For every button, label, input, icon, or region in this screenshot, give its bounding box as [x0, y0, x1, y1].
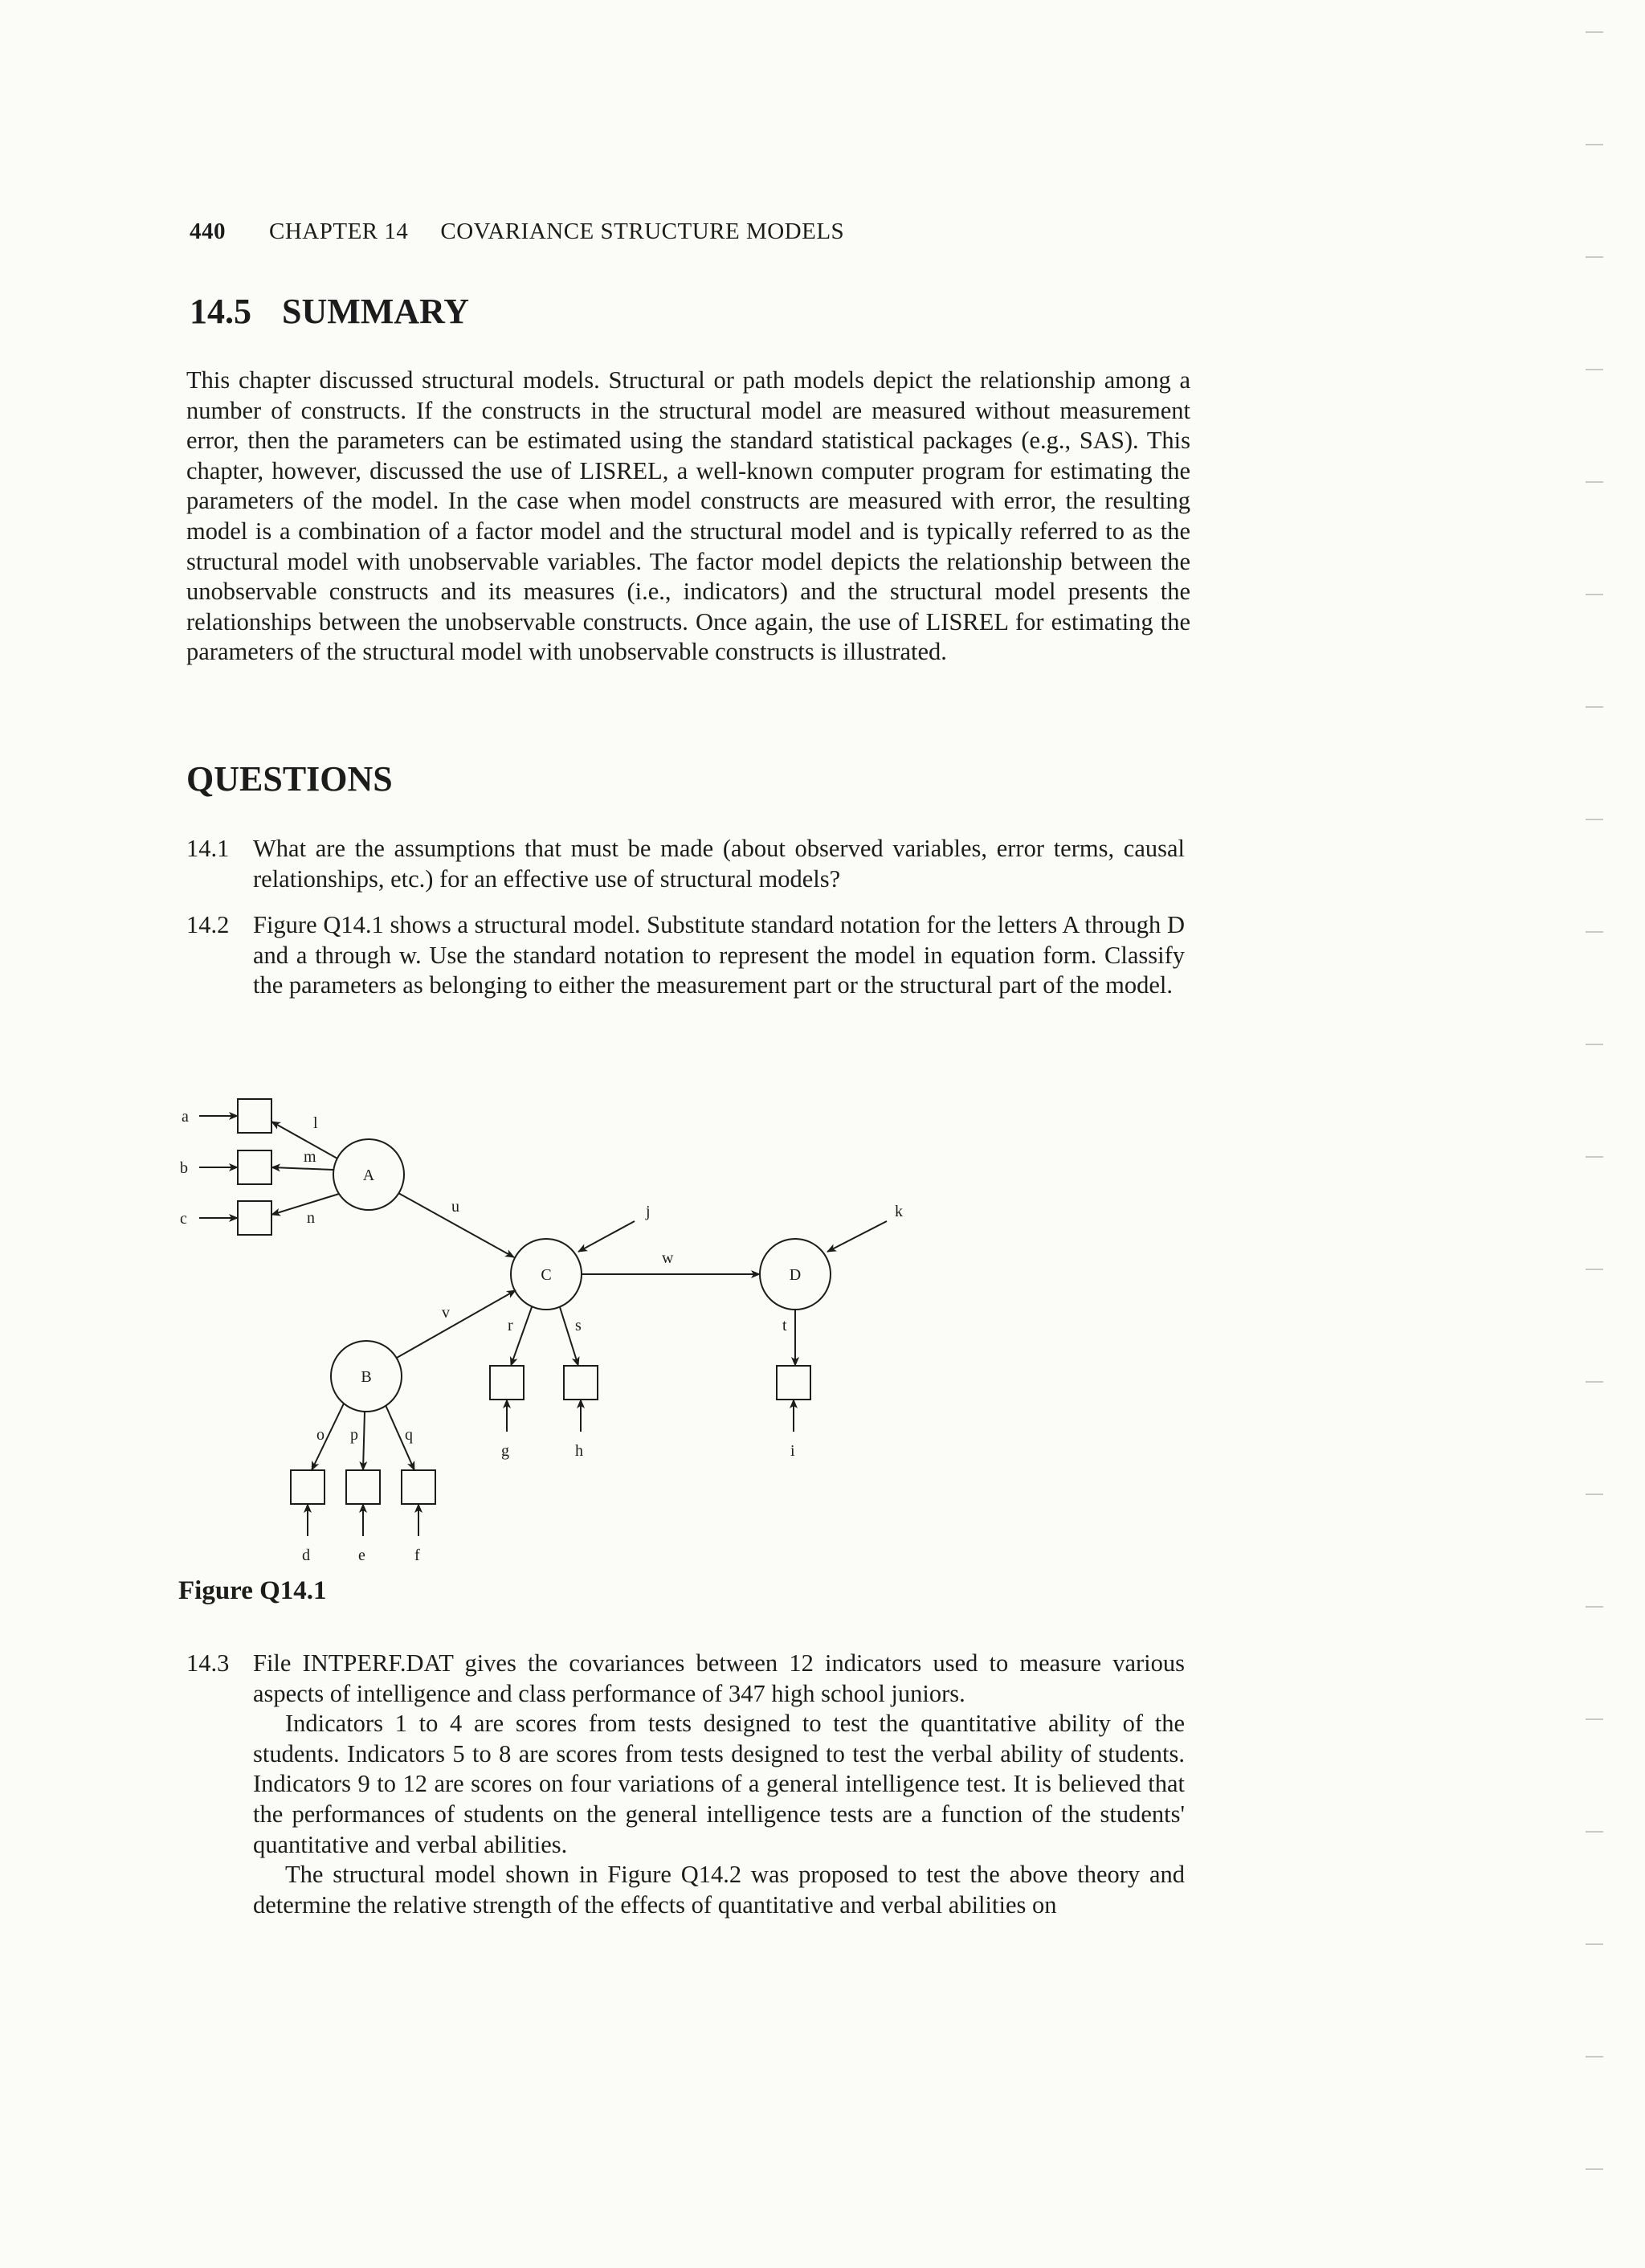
- label-s: s: [575, 1317, 582, 1334]
- section-title: SUMMARY: [282, 292, 470, 331]
- figure-q14-1-diagram: [161, 1077, 932, 1575]
- question-text: [253, 910, 1185, 1001]
- indicator-box-b: [238, 1150, 271, 1184]
- label-a: a: [182, 1108, 189, 1126]
- question-text: [253, 834, 1185, 894]
- question-paragraph: The structural model shown in Figure Q14.2 was proposed to test the above theory and determine the relative strength of the effects of quantitative and verbal abilities on: [253, 1861, 1185, 1919]
- question-paragraph: File INTPERF.DAT gives the covariances between 12 indicators used to measure various aspects of intelligence and class performance of 347 high school juniors.: [253, 1649, 1185, 1707]
- label-b: b: [180, 1159, 188, 1177]
- label-h: h: [575, 1442, 583, 1460]
- indicator-box-h: [564, 1366, 598, 1400]
- section-heading-summary: [190, 291, 469, 332]
- loading-arrow-m: [271, 1167, 333, 1170]
- loading-arrow-r: [511, 1307, 532, 1366]
- question-paragraph: What are the assumptions that must be made (about observed variables, error terms, causal relationships, etc.) for an effective use of structural models?: [253, 835, 1185, 893]
- question-number: 14.3: [186, 1649, 230, 1677]
- label-w: w: [662, 1249, 674, 1267]
- label-n: n: [307, 1209, 315, 1227]
- figure-caption: Figure Q14.1: [178, 1576, 327, 1605]
- label-t: t: [782, 1317, 787, 1334]
- label-e: e: [358, 1547, 365, 1564]
- summary-paragraph: This chapter discussed structural models. Structural or path models depict the relationship among a number of constructs. If the constructs in the structural model are measured without measurement error, then the parameters can be estimated using the standard statistical packages (e.g., SAS). This chapter, however, discussed the use of LISREL, a well-known computer program for estimating the parameters of the model. In the case when model constructs are measured with error, the resulting model is a combination of a factor model and the structural model and is typically referred to as the structural model with unobservable variables. The factor model depicts the relationship between the unobservable constructs and its measures (i.e., indicators) and the structural model presents the relationships between the unobservable constructs. Once again, the use of LISREL for estimating the parameters of the structural model with unobservable constructs is illustrated.: [186, 366, 1190, 666]
- question-number: 14.1: [186, 835, 230, 862]
- path-arrow-v: [397, 1290, 516, 1358]
- label-g: g: [501, 1442, 509, 1460]
- indicator-box-c: [238, 1201, 271, 1235]
- scan-edge-marks: [1579, 0, 1611, 2268]
- indicator-box-g: [490, 1366, 524, 1400]
- indicator-box-i: [777, 1366, 810, 1400]
- loading-arrow-n: [271, 1194, 339, 1215]
- disturbance-arrow-k: [827, 1221, 887, 1252]
- loading-arrow-s: [560, 1307, 578, 1366]
- question-number: 14.2: [186, 911, 230, 938]
- label-r: r: [508, 1317, 513, 1334]
- label-o: o: [316, 1426, 325, 1444]
- question-paragraph: Indicators 1 to 4 are scores from tests designed to test the quantitative ability of the students. Indicators 5 to 8 are scores from tests designed to test the verbal ability of students. Indicators 9 to 12 are scores on four variations of a general intelligence test. It is believed that the performances of students on the general intelligence tests are a function of the students' quantitative and verbal abilities.: [253, 1710, 1185, 1858]
- question-text: [253, 1649, 1185, 1920]
- construct-label-b: B: [361, 1368, 372, 1386]
- page-number: 440: [190, 219, 226, 244]
- label-v: v: [442, 1304, 450, 1322]
- label-u: u: [451, 1198, 459, 1216]
- disturbance-arrow-j: [578, 1221, 635, 1252]
- construct-label-d: D: [789, 1266, 802, 1284]
- question-paragraph: Figure Q14.1 shows a structural model. Substitute standard notation for the letters A through D and a through w. Use the standard notation to represent the model in equation form. Classify the parameters as belonging to either the measurement part or the structural part of the model.: [253, 911, 1185, 999]
- label-q: q: [405, 1426, 413, 1444]
- label-d: d: [302, 1547, 310, 1564]
- label-i: i: [790, 1442, 795, 1460]
- label-m: m: [304, 1148, 316, 1166]
- chapter-title: COVARIANCE STRUCTURE MODELS: [440, 219, 845, 244]
- chapter-label: CHAPTER 14: [269, 219, 409, 244]
- label-j: j: [646, 1203, 651, 1220]
- indicator-box-f: [402, 1470, 435, 1504]
- indicator-box-d: [291, 1470, 325, 1504]
- questions-heading: QUESTIONS: [186, 759, 393, 799]
- label-c: c: [180, 1210, 187, 1228]
- loading-arrow-p: [363, 1412, 365, 1470]
- section-number: 14.5: [190, 292, 251, 331]
- label-f: f: [414, 1547, 420, 1564]
- label-k: k: [895, 1203, 903, 1220]
- construct-label-a: A: [362, 1167, 375, 1184]
- running-head: [190, 219, 844, 245]
- indicator-box-a: [238, 1099, 271, 1133]
- indicator-box-e: [346, 1470, 380, 1504]
- construct-label-c: C: [541, 1266, 552, 1284]
- label-l: l: [313, 1114, 318, 1132]
- label-p: p: [350, 1426, 358, 1444]
